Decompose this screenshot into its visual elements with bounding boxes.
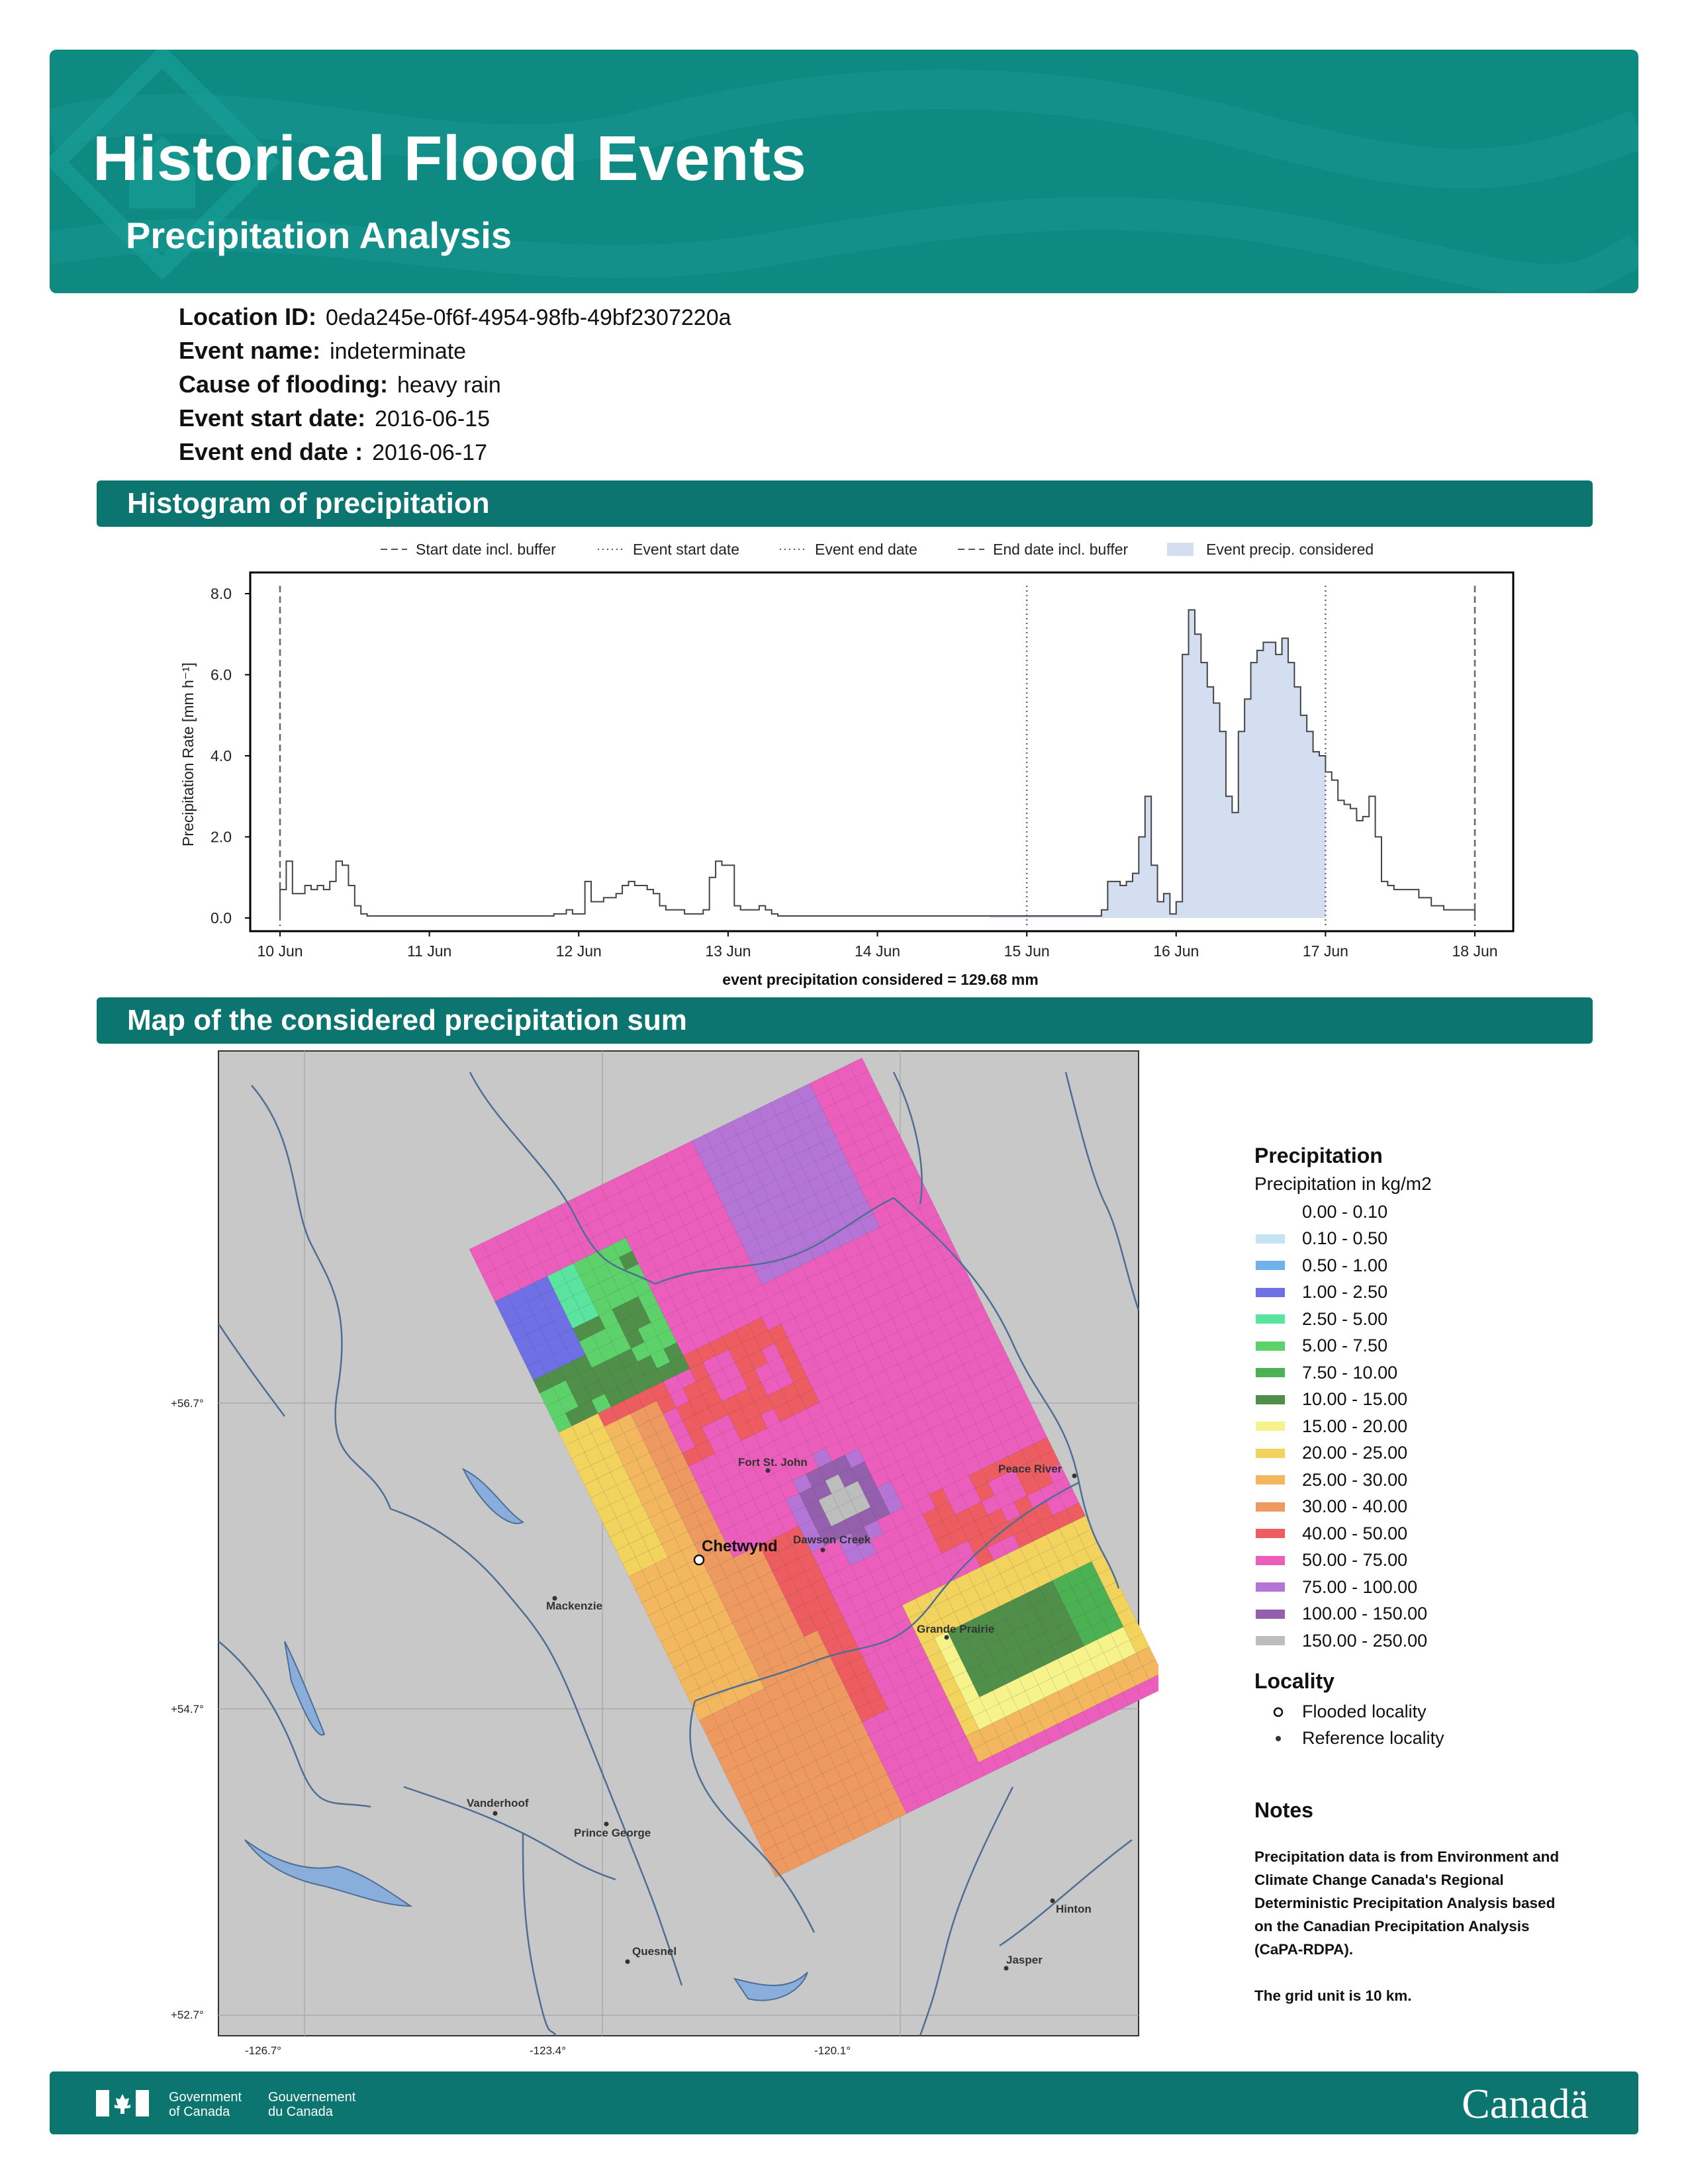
legend-swatch	[1256, 1475, 1285, 1484]
legend-class-item	[1254, 1440, 1612, 1467]
legend-classes	[1254, 1199, 1612, 1655]
notes-line: Deterministic Precipitation Analysis based	[1254, 1894, 1556, 1911]
legend-class-label: 100.00 - 150.00	[1302, 1604, 1428, 1624]
legend-swatch	[1256, 1234, 1285, 1244]
location-id-label: Location ID:	[179, 303, 316, 330]
legend-class-item	[1254, 1494, 1612, 1521]
legend-end-buffer: End date incl. buffer	[993, 541, 1129, 558]
legend-class-label: 50.00 - 75.00	[1302, 1550, 1408, 1570]
locality-title: Locality	[1254, 1668, 1335, 1693]
hinton-label: Hinton	[1056, 1903, 1092, 1915]
event-info	[179, 303, 731, 472]
quesnel-marker	[626, 1960, 630, 1964]
start-date-label: Event start date:	[179, 404, 366, 432]
quesnel-label: Quesnel	[632, 1945, 677, 1958]
legend-class-item	[1254, 1279, 1612, 1306]
y-tick-label: 0.0	[211, 909, 232, 927]
end-date-value: 2016-06-17	[372, 440, 487, 465]
hinton-marker	[1051, 1899, 1055, 1903]
notes-title: Notes	[1254, 1797, 1313, 1822]
legend-class-label: 2.50 - 5.00	[1302, 1308, 1388, 1329]
x-axis-label: event precipitation considered = 129.68 mm	[722, 971, 1039, 988]
fort-st-john-label: Fort St. John	[738, 1456, 808, 1469]
legend-start-buffer: Start date incl. buffer	[416, 541, 556, 558]
plot-area	[211, 585, 1498, 960]
jasper-marker	[1004, 1966, 1009, 1971]
y-axis-label: Precipitation Rate [mm h⁻¹]	[179, 662, 197, 847]
legend-class-item	[1254, 1252, 1612, 1279]
lat-label-1: +56.7°	[171, 1397, 204, 1410]
canada-wordmark: Canadä	[1462, 2080, 1589, 2127]
legend-class-item	[1254, 1574, 1612, 1601]
gov-fr-line1: Gouvernement	[268, 2090, 356, 2105]
dawson-creek-label: Dawson Creek	[793, 1533, 871, 1546]
legend-class-item	[1254, 1387, 1612, 1414]
peace-river-marker	[1072, 1474, 1077, 1479]
notes-text	[1254, 1845, 1612, 2007]
canada-flag-icon	[96, 2090, 149, 2116]
reference-locality-label: Reference locality	[1302, 1728, 1444, 1748]
x-tick-label: 13 Jun	[705, 942, 751, 960]
legend-flooded-locality	[1254, 1699, 1612, 1725]
lat-label-2: +54.7°	[171, 1703, 204, 1715]
y-tick-label: 4.0	[211, 747, 232, 764]
legend-class-item	[1254, 1627, 1612, 1655]
event-name-label: Event name:	[179, 337, 321, 364]
legend-swatch	[1256, 1422, 1285, 1431]
legend-class-label: 150.00 - 250.00	[1302, 1630, 1428, 1651]
legend-reference-locality	[1254, 1725, 1612, 1752]
x-tick-label: 11 Jun	[406, 942, 452, 960]
x-tick-label: 14 Jun	[854, 942, 901, 960]
legend-class-label: 0.10 - 0.50	[1302, 1228, 1388, 1249]
notes-line: Precipitation data is from Environment and	[1254, 1848, 1560, 1865]
legend-class-item	[1254, 1199, 1612, 1226]
legend-swatch	[1256, 1636, 1285, 1645]
legend-class-label: 5.00 - 7.50	[1302, 1336, 1388, 1356]
legend-swatch	[1256, 1582, 1285, 1592]
chetwynd-label: Chetwynd	[702, 1537, 778, 1555]
x-tick-label: 17 Jun	[1302, 942, 1348, 960]
grande-prairie-label: Grande Prairie	[917, 1623, 995, 1635]
legend-class-item	[1254, 1333, 1612, 1360]
legend-class-item	[1254, 1226, 1612, 1253]
legend-swatch	[1256, 1368, 1285, 1377]
legend-class-label: 0.50 - 1.00	[1302, 1255, 1388, 1275]
legend-swatch	[1256, 1529, 1285, 1538]
map-svg	[152, 1046, 1158, 2065]
histogram-svg	[152, 529, 1549, 993]
start-date-value: 2016-06-15	[375, 406, 490, 432]
legend-swatch	[1256, 1207, 1285, 1216]
legend-class-item	[1254, 1547, 1612, 1574]
legend-swatch	[1256, 1449, 1285, 1458]
precipitation-histogram	[152, 529, 1549, 993]
prince-george-marker	[604, 1822, 609, 1827]
legend-class-item	[1254, 1306, 1612, 1333]
fort-st-john-marker	[766, 1469, 771, 1473]
legend-event-end: Event end date	[815, 541, 917, 558]
y-tick-label: 6.0	[211, 666, 232, 684]
lat-label-3: +52.7°	[171, 2009, 204, 2021]
x-tick-label: 12 Jun	[555, 942, 602, 960]
lon-label-1: -126.7°	[245, 2044, 282, 2057]
legend-class-item	[1254, 1601, 1612, 1628]
legend-class-label: 15.00 - 20.00	[1302, 1416, 1408, 1436]
jasper-label: Jasper	[1006, 1954, 1043, 1966]
gov-fr-line2: du Canada	[268, 2105, 333, 2119]
info-row-cause	[179, 371, 731, 404]
gov-en-line1: Government	[169, 2090, 242, 2105]
legend-event-precip-swatch	[1167, 543, 1194, 556]
reference-locality-icon	[1254, 1735, 1302, 1743]
y-tick-label: 2.0	[211, 828, 232, 846]
flooded-locality-label: Flooded locality	[1302, 1702, 1427, 1721]
legend-event-start: Event start date	[633, 541, 740, 558]
end-date-label: Event end date :	[179, 438, 363, 465]
histogram-legend	[381, 541, 1374, 558]
gov-en-line2: of Canada	[169, 2105, 230, 2119]
chetwynd-marker	[694, 1555, 704, 1565]
notes-line: The grid unit is 10 km.	[1254, 1987, 1412, 2004]
lon-label-2: -123.4°	[530, 2044, 567, 2057]
legend-swatch	[1256, 1314, 1285, 1324]
footer	[50, 2071, 1638, 2134]
vanderhoof-marker	[493, 1811, 498, 1816]
legend-class-item	[1254, 1359, 1612, 1387]
lon-label-3: -120.1°	[814, 2044, 851, 2057]
notes-line: (CaPA-RDPA).	[1254, 1940, 1354, 1958]
info-row-end	[179, 438, 731, 472]
x-tick-label: 18 Jun	[1452, 942, 1498, 960]
precipitation-map	[152, 1046, 1158, 2065]
legend-class-label: 75.00 - 100.00	[1302, 1576, 1418, 1597]
y-tick-label: 8.0	[211, 585, 232, 602]
header-banner	[50, 50, 1638, 293]
legend-swatch	[1256, 1395, 1285, 1404]
legend-title: Precipitation	[1254, 1144, 1383, 1167]
legend-swatch	[1256, 1288, 1285, 1297]
mackenzie-label: Mackenzie	[546, 1600, 603, 1612]
legend-class-label: 30.00 - 40.00	[1302, 1496, 1408, 1517]
info-row-event-name	[179, 337, 731, 371]
legend-event-precip: Event precip. considered	[1206, 541, 1374, 558]
legend-class-item	[1254, 1467, 1612, 1494]
page-subtitle: Precipitation Analysis	[126, 214, 512, 256]
cause-value: heavy rain	[397, 373, 501, 398]
legend-swatch	[1256, 1610, 1285, 1619]
legend-subtitle: Precipitation in kg/m2	[1254, 1173, 1432, 1194]
gov-en	[169, 2090, 242, 2119]
vanderhoof-label: Vanderhoof	[467, 1797, 529, 1809]
legend-class-label: 0.00 - 0.10	[1302, 1201, 1388, 1222]
legend-swatch	[1256, 1556, 1285, 1565]
legend-class-label: 20.00 - 25.00	[1302, 1443, 1408, 1463]
grande-prairie-marker	[945, 1635, 949, 1640]
cause-label: Cause of flooding:	[179, 371, 388, 398]
legend-class-label: 25.00 - 30.00	[1302, 1469, 1408, 1490]
legend-swatch	[1256, 1502, 1285, 1512]
legend-class-label: 10.00 - 15.00	[1302, 1389, 1408, 1410]
map-legend	[1254, 1144, 1612, 2007]
dawson-creek-marker	[821, 1548, 825, 1553]
x-tick-label: 10 Jun	[257, 942, 303, 960]
peace-river-label: Peace River	[998, 1463, 1062, 1475]
legend-class-label: 7.50 - 10.00	[1302, 1362, 1398, 1383]
gov-fr	[268, 2090, 355, 2119]
legend-swatch	[1256, 1261, 1285, 1270]
prince-george-label: Prince George	[574, 1827, 651, 1839]
location-id-value: 0eda245e-0f6f-4954-98fb-49bf2307220a	[325, 305, 731, 330]
page-title: Historical Flood Events	[93, 123, 807, 194]
x-tick-label: 16 Jun	[1153, 942, 1199, 960]
legend-class-item	[1254, 1413, 1612, 1440]
legend-class-item	[1254, 1520, 1612, 1547]
legend-class-label: 1.00 - 2.50	[1302, 1282, 1388, 1302]
info-row-start	[179, 404, 731, 438]
section-histogram-header: Histogram of precipitation	[97, 480, 1593, 527]
notes-line: Climate Change Canada's Regional	[1254, 1871, 1504, 1888]
notes-line: on the Canadian Precipitation Analysis	[1254, 1917, 1530, 1934]
section-map-header: Map of the considered precipitation sum	[97, 997, 1593, 1044]
x-tick-label: 15 Jun	[1004, 942, 1050, 960]
flooded-locality-icon	[1254, 1707, 1302, 1717]
event-name-value: indeterminate	[330, 339, 467, 364]
legend-class-label: 40.00 - 50.00	[1302, 1523, 1408, 1543]
info-row-location	[179, 303, 731, 337]
legend-swatch	[1256, 1342, 1285, 1351]
